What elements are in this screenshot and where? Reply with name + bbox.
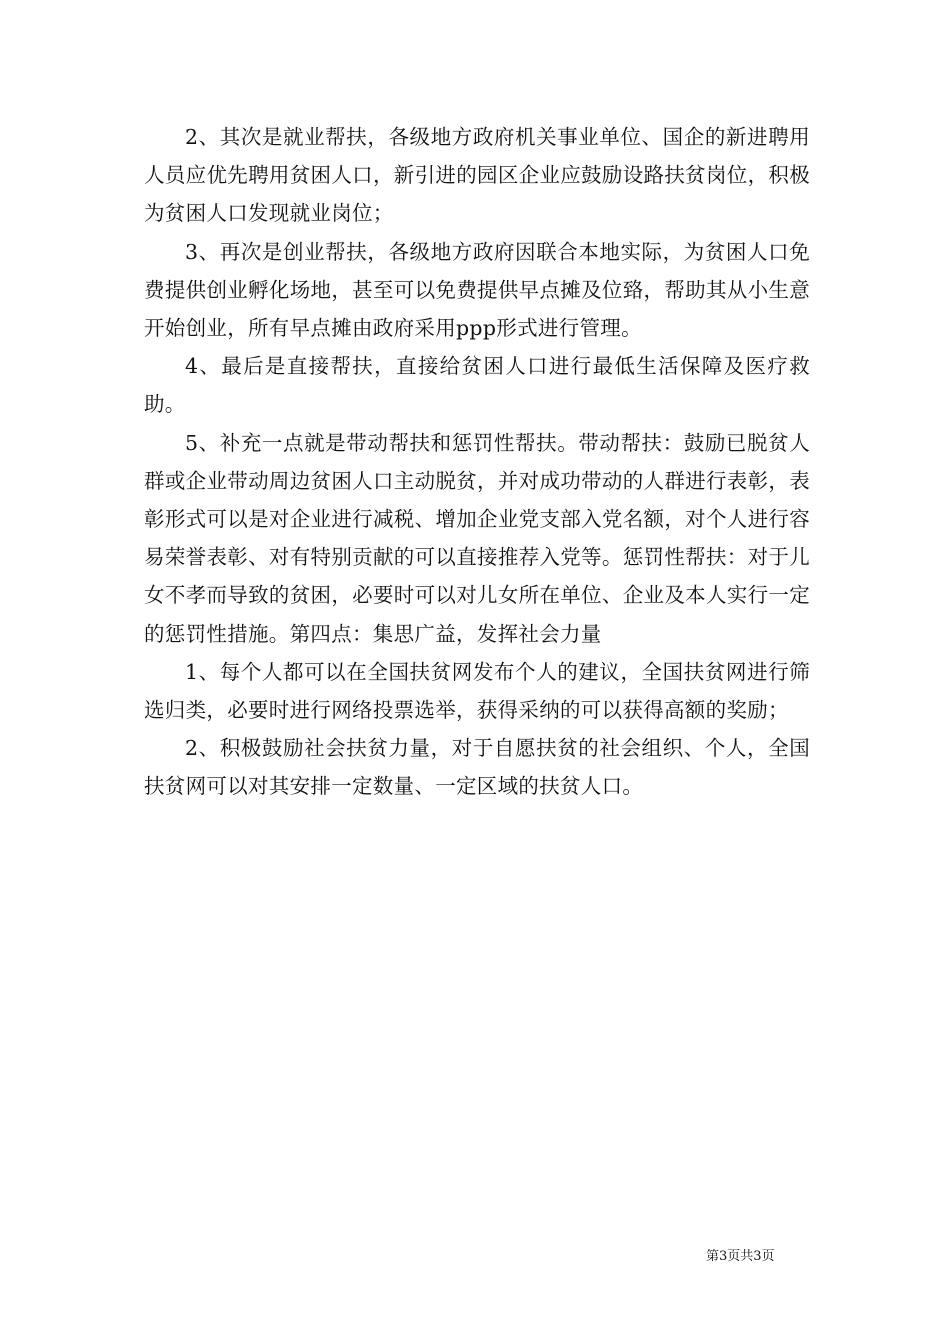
paragraph-public-suggestions: 1、每个人都可以在全国扶贫网发布个人的建议，全国扶贫网进行筛选归类，必要时进行网络投票选举，获得采纳的可以获得高额的奖励； — [144, 659, 810, 723]
paragraph-social-forces: 2、积极鼓励社会扶贫力量，对于自愿扶贫的社会组织、个人，全国扶贫网可以对其安排一定数量、一定区域的扶贫人口。 — [144, 736, 810, 799]
paragraph-entrepreneurship-assistance: 3、再次是创业帮扶，各级地方政府因联合本地实际，为贫困人口免费提供创业孵化场地，甚至可以免费提供早点摊及位臵，帮助其从小生意开始创业，所有早点摊由政府采用ppp形式进行管理。 — [144, 239, 810, 341]
document-body — [144, 118, 810, 806]
paragraph-supplementary-assistance: 5、补充一点就是带动帮扶和惩罚性帮扶。带动帮扶：鼓励已脱贫人群或企业带动周边贫困人口主动脱贫，并对成功带动的人群进行表彰，表彰形式可以是对企业进行减税、增加企业党支部入党名额，对个人进行容易荣誉表彰、对有特别贡献的可以直接推荐入党等。惩罚性帮扶：对于儿女不孝而导致的贫困，必要时可以对儿女所在单位、企业及本人实行一定的惩罚性措施。第四点：集思广益，发挥社会力量 — [144, 430, 810, 646]
paragraph-employment-assistance: 2、其次是就业帮扶，各级地方政府机关事业单位、国企的新进聘用人员应优先聘用贫困人口，新引进的园区企业应鼓励设路扶贫岗位，积极为贫困人口发现就业岗位； — [144, 125, 810, 226]
page-number-footer: 第3页共3页 — [706, 1249, 775, 1264]
paragraph-direct-assistance: 4、最后是直接帮扶，直接给贫困人口进行最低生活保障及医疗救助。 — [144, 354, 810, 417]
